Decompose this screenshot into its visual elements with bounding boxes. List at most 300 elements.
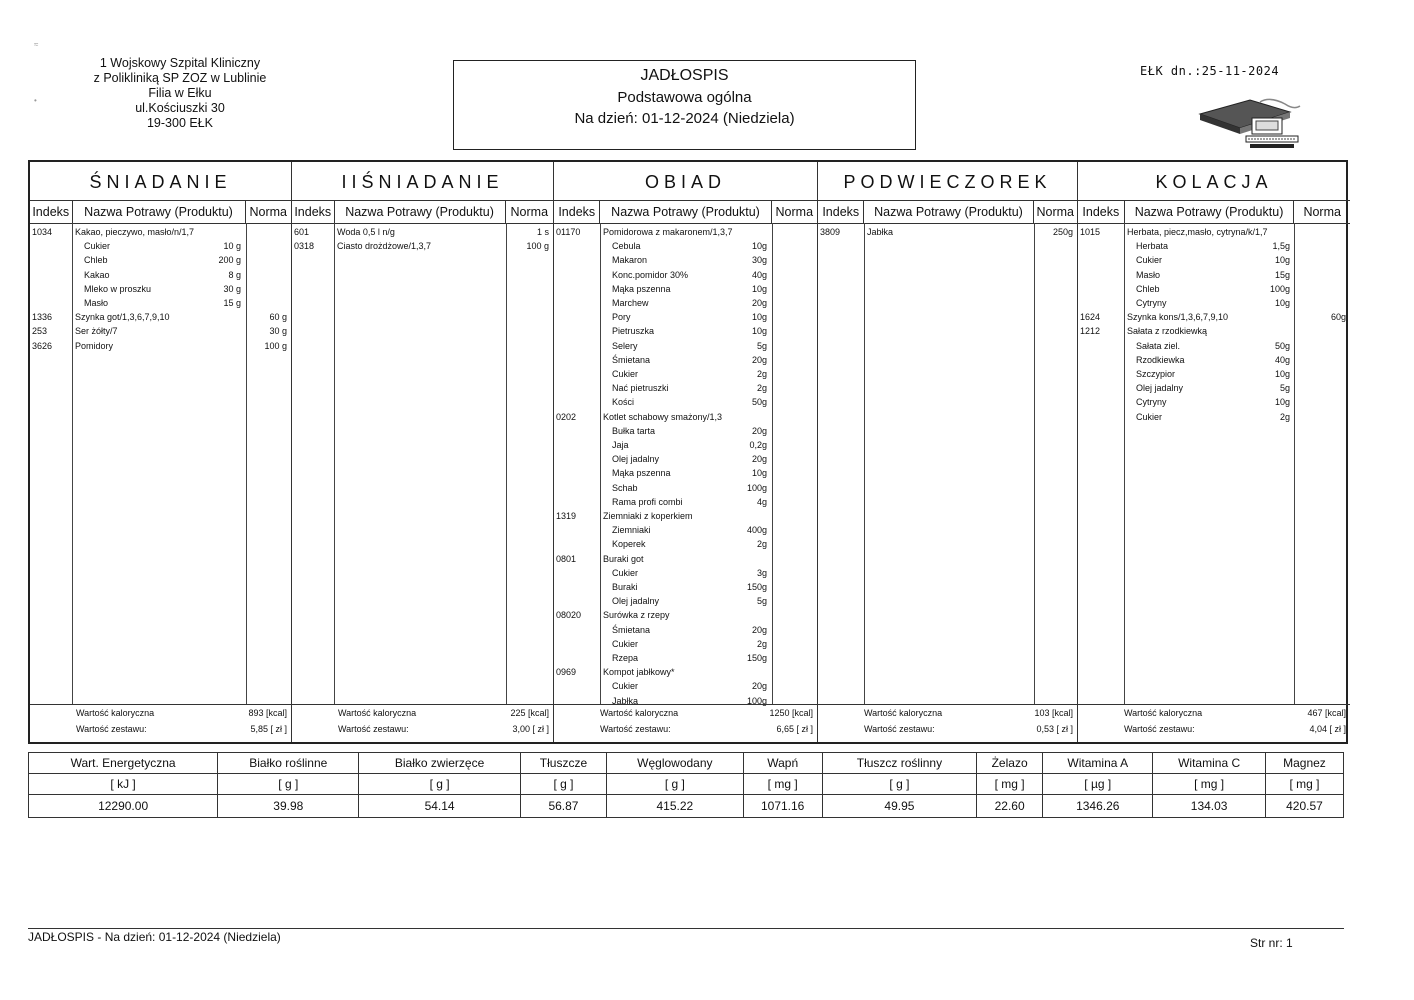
item-amount: 150g: [746, 653, 767, 663]
calorie-label: Wartość kaloryczna: [76, 708, 155, 718]
item-name: Mąka pszenna: [612, 283, 671, 294]
item-name: Szczypior: [1136, 369, 1176, 379]
item-name: Marchew: [612, 298, 649, 308]
item-amount: 1 s: [536, 227, 549, 237]
item-name: Kompot jabłkowy*: [603, 667, 675, 678]
list-item: [554, 481, 817, 495]
calorie-value: 467 [kcal]: [1307, 708, 1346, 718]
column-header-nazwa: Nazwa Potrawy (Produktu): [73, 201, 246, 223]
item-amount: 100 g: [526, 241, 549, 252]
column-header-indeks: Indeks: [292, 201, 335, 223]
scan-mark: ≈: [34, 40, 39, 49]
item-index: 1319: [556, 511, 577, 521]
org-line: Filia w Ełku: [148, 86, 212, 100]
item-name: Sałata ziel.: [1136, 340, 1181, 351]
item-name: Cukier: [612, 567, 639, 578]
nutrition-units: [29, 774, 1344, 795]
column-divider: [334, 223, 335, 705]
item-amount: 2g: [756, 539, 767, 550]
item-name: Cytryny: [1136, 298, 1167, 308]
nutrition-label: Magnez: [1265, 753, 1343, 774]
books-computer-logo: [1190, 92, 1308, 150]
meal-table: [28, 160, 1348, 744]
item-amount: 10g: [1274, 397, 1290, 408]
meal-title: KOLACJA: [1078, 162, 1350, 201]
column-header-norma: Norma: [510, 205, 549, 219]
list-item: [1078, 324, 1350, 338]
item-amount: 2g: [756, 383, 767, 394]
column-header-row: [292, 201, 553, 224]
list-item: [554, 523, 817, 537]
item-name: Cukier: [612, 638, 639, 649]
item-amount: 1,5g: [1272, 241, 1290, 252]
item-name: Bułka tarta: [612, 425, 656, 436]
list-item: [30, 225, 291, 239]
list-item: [554, 310, 817, 324]
calorie-label: Wartość kaloryczna: [338, 708, 417, 718]
meal-title: OBIAD: [554, 162, 817, 201]
item-name: Konc.pomidor 30%: [612, 269, 689, 280]
list-item: [30, 324, 291, 338]
calorie-label: Wartość kaloryczna: [864, 708, 943, 718]
item-amount: 60g: [1330, 312, 1346, 323]
nutrition-value: 54.14: [359, 795, 520, 818]
list-item: [554, 637, 817, 651]
list-item: [554, 623, 817, 637]
list-item: [1078, 353, 1350, 367]
list-item: [1078, 225, 1350, 239]
item-amount: 150g: [746, 582, 767, 592]
nutrition-unit: [ mg ]: [977, 774, 1043, 795]
item-name: Mąka pszenna: [612, 468, 671, 479]
item-amount: 60 g: [269, 312, 287, 323]
item-name: Schab: [612, 482, 638, 493]
item-name: Kakao, pieczywo, masło/n/1,7: [75, 227, 195, 237]
item-index: 1624: [1080, 312, 1101, 323]
item-amount: 5g: [756, 340, 767, 351]
meal-items: [554, 223, 817, 705]
list-item: [554, 495, 817, 509]
item-name: Pomidory: [75, 340, 114, 351]
nutrition-label: Białko zwierzęce: [359, 753, 520, 774]
item-name: Cytryny: [1136, 397, 1167, 408]
list-item: [1078, 253, 1350, 267]
nutrition-label: Żelazo: [977, 753, 1043, 774]
cost-label: Wartość zestawu:: [338, 724, 409, 734]
item-index: 3809: [820, 227, 841, 237]
list-item: [30, 296, 291, 310]
item-index: 601: [294, 227, 310, 237]
column-header-indeks: Indeks: [818, 201, 864, 223]
item-name: Buraki got: [603, 553, 644, 564]
list-item: [818, 225, 1077, 239]
calorie-value: 225 [kcal]: [510, 708, 549, 718]
nutrition-unit: [ g ]: [822, 774, 976, 795]
item-amount: 40g: [751, 269, 767, 280]
item-amount: 3g: [756, 567, 767, 578]
cost-label: Wartość zestawu:: [864, 724, 935, 734]
item-amount: 20g: [751, 681, 767, 692]
item-name: Pietruszka: [612, 326, 655, 337]
calorie-value: 893 [kcal]: [248, 708, 287, 718]
item-amount: 20g: [751, 298, 767, 308]
cost-value: 6,65 [ zł ]: [776, 724, 813, 734]
item-amount: 30 g: [269, 326, 287, 337]
calorie-value: 103 [kcal]: [1034, 708, 1073, 718]
meal-title: IIŚNIADANIE: [292, 162, 553, 201]
item-amount: 10g: [751, 241, 767, 252]
list-item: [554, 268, 817, 282]
list-item: [554, 353, 817, 367]
column-divider: [864, 223, 865, 705]
meal-items: [292, 223, 553, 705]
list-item: [554, 296, 817, 310]
item-name: Rzodkiewka: [1136, 354, 1185, 365]
nutrition-label: Tłuszcze: [520, 753, 606, 774]
item-amount: 200 g: [218, 255, 241, 266]
list-item: [554, 509, 817, 523]
meal-summary: [554, 704, 817, 742]
nutrition-label: Tłuszcz roślinny: [822, 753, 976, 774]
column-header-indeks: Indeks: [1078, 201, 1125, 223]
meal-title: PODWIECZOREK: [818, 162, 1077, 201]
column-header-nazwa: Nazwa Potrawy (Produktu): [864, 201, 1033, 223]
item-amount: 400g: [746, 525, 767, 536]
item-index: 01170: [556, 227, 581, 237]
item-amount: 50g: [751, 397, 767, 408]
item-amount: 4g: [756, 496, 767, 507]
item-amount: 100g: [1269, 283, 1290, 294]
scan-mark: •: [34, 96, 37, 105]
list-item: [554, 552, 817, 566]
list-item: [292, 239, 553, 253]
column-header-norma: Norma: [249, 205, 287, 219]
item-index: 1336: [32, 312, 53, 323]
list-item: [30, 282, 291, 296]
meal-column: [554, 162, 818, 742]
nutrition-label: Wapń: [743, 753, 822, 774]
list-item: [30, 339, 291, 353]
item-name: Jabłka: [867, 227, 894, 237]
column-header-norma: Norma: [775, 205, 814, 219]
item-name: Woda 0,5 l n/g: [337, 227, 395, 237]
list-item: [30, 253, 291, 267]
list-item: [554, 608, 817, 622]
item-amount: 10g: [751, 468, 767, 479]
column-header-norma: Norma: [1303, 205, 1341, 219]
item-amount: 15 g: [223, 298, 241, 308]
item-index: 08020: [556, 610, 582, 621]
list-item: [1078, 239, 1350, 253]
list-item: [1078, 381, 1350, 395]
item-name: Rama profi combi: [612, 496, 683, 507]
column-header-indeks: Indeks: [30, 201, 73, 223]
org-line: 1 Wojskowy Szpital Kliniczny: [99, 56, 261, 70]
meal-summary: [818, 704, 1077, 742]
column-header-nazwa: Nazwa Potrawy (Produktu): [1125, 201, 1295, 223]
item-name: Surówka z rzepy: [603, 610, 670, 621]
item-amount: 15g: [1274, 269, 1290, 280]
diet-name: Podstawowa ogólna: [617, 89, 752, 106]
item-index: 0801: [556, 553, 577, 564]
list-item: [1078, 310, 1350, 324]
item-amount: 250g: [1052, 227, 1073, 237]
item-name: Ziemniaki z koperkiem: [603, 511, 693, 521]
item-name: Masło: [1136, 269, 1161, 280]
item-name: Pory: [612, 312, 631, 323]
item-amount: 0,2g: [749, 440, 767, 450]
list-item: [292, 225, 553, 239]
nutrition-value: 1346.26: [1043, 795, 1153, 818]
item-name: Selery: [612, 340, 638, 351]
item-amount: 30g: [751, 255, 767, 266]
list-item: [1078, 410, 1350, 424]
item-amount: 20g: [751, 425, 767, 436]
cost-value: 0,53 [ zł ]: [1036, 724, 1073, 734]
cost-value: 5,85 [ zł ]: [250, 724, 287, 734]
nutrition-values: [29, 795, 1344, 818]
org-line: ul.Kościuszki 30: [135, 101, 225, 115]
column-header-nazwa: Nazwa Potrawy (Produktu): [335, 201, 506, 223]
item-amount: 100g: [746, 695, 767, 706]
list-item: [554, 282, 817, 296]
item-name: Chleb: [1136, 283, 1160, 294]
meal-column: [1078, 162, 1350, 742]
column-divider: [1034, 223, 1035, 705]
item-amount: 5g: [756, 596, 767, 607]
nutrition-unit: [ kJ ]: [29, 774, 218, 795]
item-name: Olej jadalny: [612, 596, 660, 607]
list-item: [1078, 296, 1350, 310]
footer-divider: [28, 928, 1344, 929]
list-item: [554, 651, 817, 665]
cost-label: Wartość zestawu:: [600, 724, 671, 734]
item-name: Śmietana: [612, 624, 651, 635]
item-amount: 100 g: [264, 340, 287, 351]
item-amount: 10g: [751, 326, 767, 337]
nutrition-label: Białko roślinne: [218, 753, 359, 774]
item-amount: 20g: [751, 454, 767, 465]
item-name: Buraki: [612, 582, 638, 592]
item-name: Rzepa: [612, 653, 639, 663]
column-header-row: [818, 201, 1077, 224]
item-index: 0318: [294, 241, 315, 252]
list-item: [1078, 268, 1350, 282]
nutrition-table: [28, 752, 1344, 818]
footer-text: JADŁOSPIS - Na dzień: 01-12-2024 (Niedziela): [28, 930, 281, 944]
nutrition-unit: [ g ]: [359, 774, 520, 795]
item-amount: 2g: [756, 369, 767, 379]
list-item: [554, 580, 817, 594]
org-line: z Polikliniką SP ZOZ w Lublinie: [93, 71, 267, 85]
meal-title: ŚNIADANIE: [30, 162, 291, 201]
cost-label: Wartość zestawu:: [1124, 724, 1195, 734]
calorie-label: Wartość kaloryczna: [1124, 708, 1203, 718]
item-name: Cukier: [612, 369, 639, 379]
item-name: Cebula: [612, 241, 641, 252]
item-amount: 10g: [1274, 298, 1290, 308]
title-box: [453, 60, 916, 150]
item-amount: 40g: [1274, 354, 1290, 365]
nutrition-value: 134.03: [1153, 795, 1266, 818]
list-item: [1078, 367, 1350, 381]
organization-header: [60, 56, 300, 131]
meal-items: [30, 223, 291, 705]
item-index: 1212: [1080, 326, 1101, 337]
item-name: Cukier: [1136, 255, 1163, 266]
list-item: [554, 466, 817, 480]
item-name: Cukier: [84, 241, 111, 252]
item-name: Śmietana: [612, 354, 651, 365]
item-name: Sałata z rzodkiewką: [1127, 326, 1208, 337]
item-name: Jaja: [612, 440, 629, 450]
item-amount: 8 g: [228, 269, 241, 280]
nutrition-unit: [ g ]: [520, 774, 606, 795]
item-name: Herbata: [1136, 241, 1169, 252]
calorie-value: 1250 [kcal]: [769, 708, 813, 718]
nutrition-unit: [ mg ]: [1153, 774, 1266, 795]
meal-column: [818, 162, 1078, 742]
item-name: Kotlet schabowy smażony/1,3: [603, 411, 723, 422]
nutrition-unit: [ mg ]: [743, 774, 822, 795]
list-item: [1078, 282, 1350, 296]
item-name: Masło: [84, 298, 109, 308]
nutrition-value: 22.60: [977, 795, 1043, 818]
item-name: Koperek: [612, 539, 646, 550]
list-item: [554, 395, 817, 409]
column-header-norma: Norma: [1036, 205, 1074, 219]
item-amount: 10g: [751, 312, 767, 323]
item-name: Ciasto drożdżowe/1,3,7: [337, 241, 432, 252]
item-name: Jabłka: [612, 695, 639, 706]
nutrition-value: 415.22: [607, 795, 743, 818]
meal-summary: [1078, 704, 1350, 742]
print-date: EŁK dn.:25-11-2024: [1140, 64, 1280, 78]
item-name: Cukier: [1136, 411, 1163, 422]
item-name: Ziemniaki: [612, 525, 651, 536]
meal-column: [292, 162, 554, 742]
list-item: [554, 324, 817, 338]
column-header-row: [554, 201, 817, 224]
page-number: Str nr: 1: [1250, 936, 1293, 950]
column-header-indeks: Indeks: [554, 201, 600, 223]
list-item: [554, 424, 817, 438]
nutrition-value: 49.95: [822, 795, 976, 818]
list-item: [554, 339, 817, 353]
item-name: Kakao: [84, 269, 110, 280]
item-name: Makaron: [612, 255, 648, 266]
item-amount: 20g: [751, 354, 767, 365]
nutrition-value: 39.98: [218, 795, 359, 818]
column-header-row: [30, 201, 291, 224]
item-index: 0202: [556, 411, 577, 422]
meal-summary: [30, 704, 291, 742]
item-amount: 10 g: [223, 241, 241, 252]
column-header-nazwa: Nazwa Potrawy (Produktu): [600, 201, 771, 223]
cost-value: 3,00 [ zł ]: [512, 724, 549, 734]
nutrition-value: 56.87: [520, 795, 606, 818]
list-item: [554, 381, 817, 395]
item-name: Herbata, piecz,masło, cytryna/k/1,7: [1127, 227, 1268, 237]
meal-items: [1078, 223, 1350, 705]
item-name: Szynka kons/1,3,6,7,9,10: [1127, 312, 1229, 323]
nutrition-value: 1071.16: [743, 795, 822, 818]
item-name: Chleb: [84, 255, 108, 266]
item-name: Szynka got/1,3,6,7,9,10: [75, 312, 170, 323]
cost-label: Wartość zestawu:: [76, 724, 147, 734]
item-amount: 2g: [1279, 411, 1290, 422]
list-item: [30, 268, 291, 282]
meal-items: [818, 223, 1077, 705]
item-amount: 50g: [1274, 340, 1290, 351]
list-item: [554, 537, 817, 551]
nutrition-label: Wart. Energetyczna: [29, 753, 218, 774]
nutrition-value: 420.57: [1265, 795, 1343, 818]
list-item: [30, 310, 291, 324]
nutrition-label: Witamina A: [1043, 753, 1153, 774]
nutrition-unit: [ mg ]: [1265, 774, 1343, 795]
org-line: 19-300 EŁK: [146, 116, 214, 130]
item-name: Cukier: [612, 681, 639, 692]
item-amount: 30 g: [223, 283, 241, 294]
list-item: [554, 679, 817, 693]
list-item: [554, 452, 817, 466]
item-index: 3626: [32, 340, 53, 351]
list-item: [554, 253, 817, 267]
list-item: [1078, 395, 1350, 409]
column-header-row: [1078, 201, 1350, 224]
menu-date: Na dzień: 01-12-2024 (Niedziela): [574, 110, 795, 127]
item-name: Nać pietruszki: [612, 383, 669, 394]
item-amount: 100g: [746, 482, 767, 493]
item-index: 0969: [556, 667, 577, 678]
nutrition-unit: [ g ]: [218, 774, 359, 795]
list-item: [30, 239, 291, 253]
item-name: Olej jadalny: [1136, 383, 1184, 394]
list-item: [554, 225, 817, 239]
document-title: JADŁOSPIS: [640, 67, 729, 84]
item-name: Mleko w proszku: [84, 283, 152, 294]
list-item: [554, 665, 817, 679]
item-amount: 2g: [756, 638, 767, 649]
calorie-label: Wartość kaloryczna: [600, 708, 679, 718]
item-index: 1015: [1080, 227, 1101, 237]
nutrition-value: 12290.00: [29, 795, 218, 818]
item-name: Kości: [612, 397, 635, 408]
column-divider: [506, 223, 507, 705]
item-name: Olej jadalny: [612, 454, 660, 465]
cost-value: 4,04 [ zł ]: [1309, 724, 1346, 734]
nutrition-label: Witamina C: [1153, 753, 1266, 774]
item-amount: 20g: [751, 624, 767, 635]
nutrition-unit: [ µg ]: [1043, 774, 1153, 795]
list-item: [554, 410, 817, 424]
item-index: 1034: [32, 227, 53, 237]
list-item: [554, 367, 817, 381]
nutrition-labels: [29, 753, 1344, 774]
item-amount: 10g: [1274, 369, 1290, 379]
list-item: [554, 239, 817, 253]
meal-summary: [292, 704, 553, 742]
list-item: [554, 566, 817, 580]
list-item: [1078, 339, 1350, 353]
item-amount: 10g: [751, 283, 767, 294]
item-index: 253: [32, 326, 48, 337]
nutrition-unit: [ g ]: [607, 774, 743, 795]
item-name: Ser żółty/7: [75, 326, 118, 337]
list-item: [554, 438, 817, 452]
list-item: [554, 594, 817, 608]
